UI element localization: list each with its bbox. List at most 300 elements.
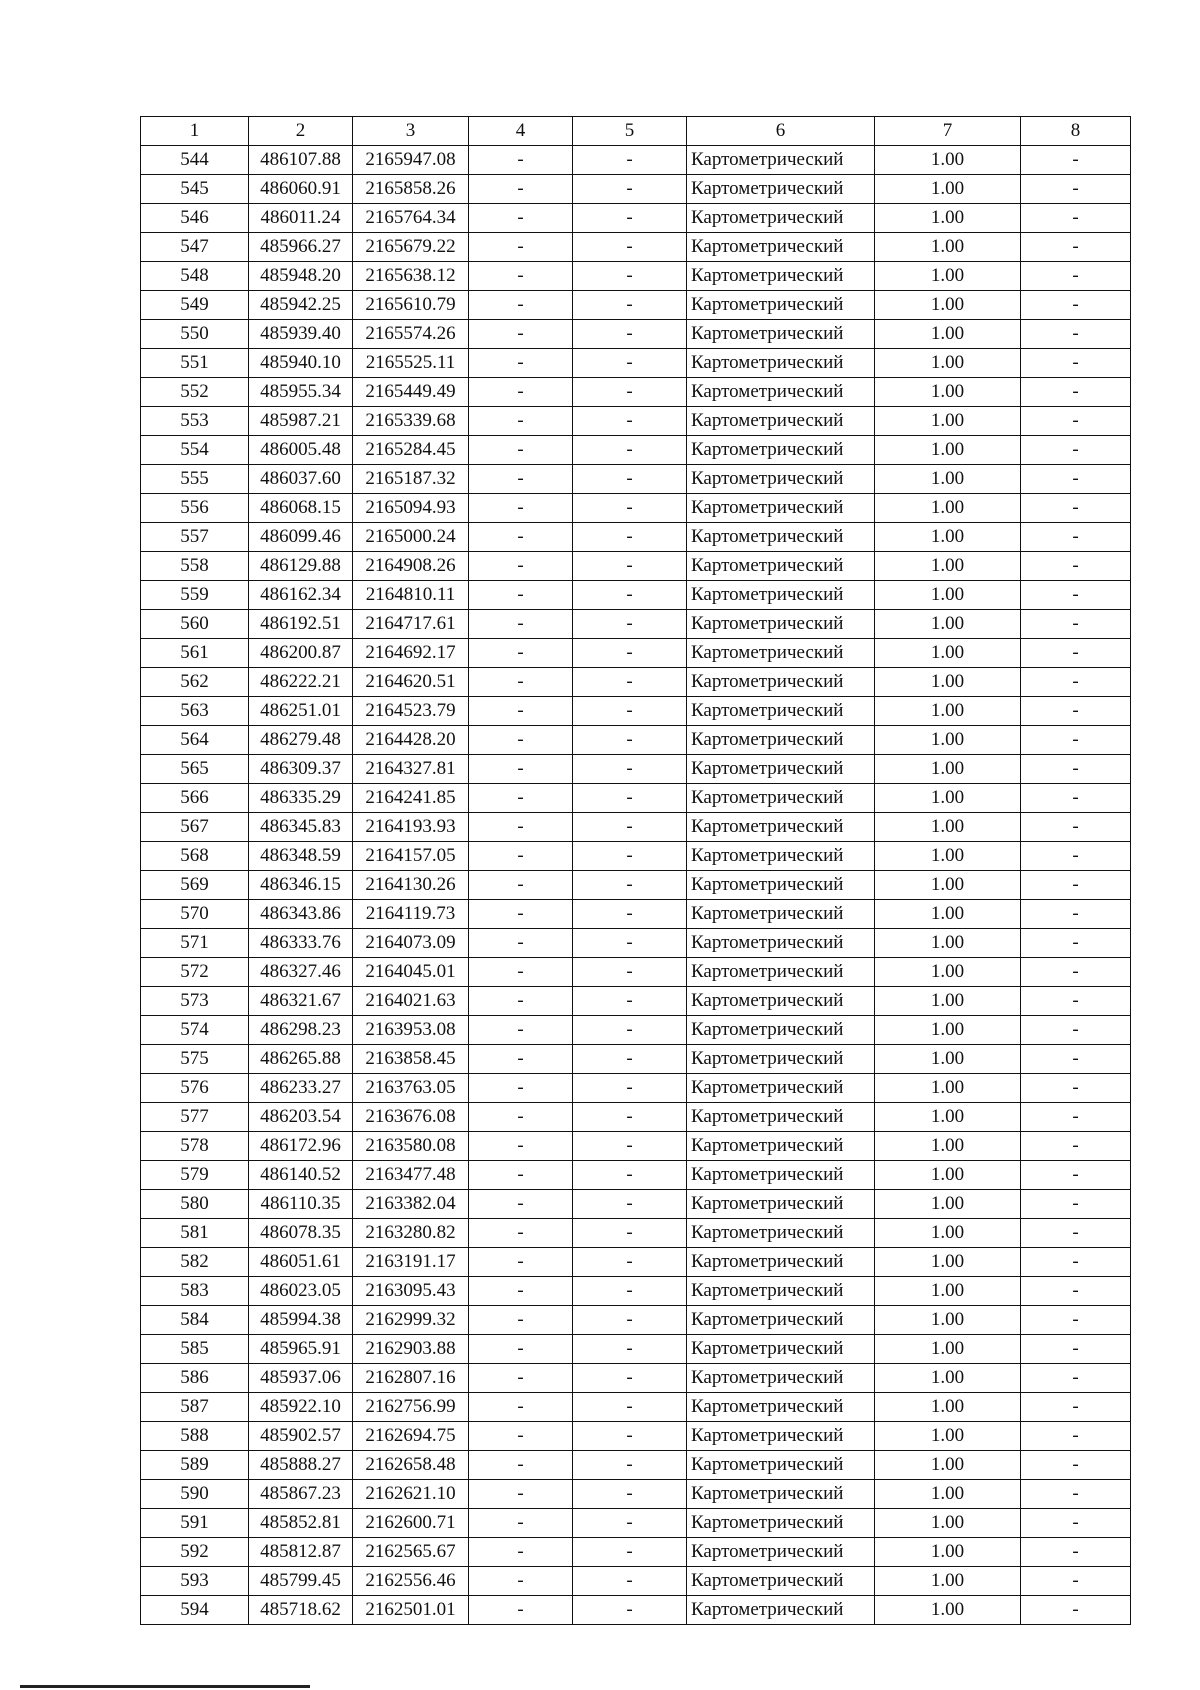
col-4-value-cell: - (469, 1161, 573, 1190)
col-4-value-cell: - (469, 378, 573, 407)
method-cell: Картометрический (687, 581, 875, 610)
point-number-cell: 544 (141, 146, 249, 175)
x-coordinate-cell: 486200.87 (249, 639, 353, 668)
method-cell: Картометрический (687, 1219, 875, 1248)
method-cell: Картометрический (687, 1074, 875, 1103)
accuracy-cell: 1.00 (875, 1074, 1021, 1103)
point-number-cell: 559 (141, 581, 249, 610)
y-coordinate-cell: 2162565.67 (353, 1538, 469, 1567)
table-row (141, 581, 1131, 610)
point-number-cell: 547 (141, 233, 249, 262)
y-coordinate-cell: 2165638.12 (353, 262, 469, 291)
accuracy-cell: 1.00 (875, 1335, 1021, 1364)
y-coordinate-cell: 2162807.16 (353, 1364, 469, 1393)
col-8-value-cell: - (1021, 929, 1131, 958)
y-coordinate-cell: 2164021.63 (353, 987, 469, 1016)
accuracy-cell: 1.00 (875, 494, 1021, 523)
accuracy-cell: 1.00 (875, 1045, 1021, 1074)
col-8-value-cell: - (1021, 1509, 1131, 1538)
table-row (141, 987, 1131, 1016)
y-coordinate-cell: 2163095.43 (353, 1277, 469, 1306)
table-row (141, 407, 1131, 436)
table-row (141, 1567, 1131, 1596)
y-coordinate-cell: 2163580.08 (353, 1132, 469, 1161)
x-coordinate-cell: 486321.67 (249, 987, 353, 1016)
table-row (141, 1306, 1131, 1335)
col-8-value-cell: - (1021, 1074, 1131, 1103)
method-cell: Картометрический (687, 639, 875, 668)
col-5-value-cell: - (573, 1393, 687, 1422)
y-coordinate-cell: 2163763.05 (353, 1074, 469, 1103)
accuracy-cell: 1.00 (875, 1132, 1021, 1161)
col-5-value-cell: - (573, 1451, 687, 1480)
header-cell: 5 (573, 117, 687, 146)
col-4-value-cell: - (469, 262, 573, 291)
x-coordinate-cell: 485718.62 (249, 1596, 353, 1625)
col-4-value-cell: - (469, 1451, 573, 1480)
col-4-value-cell: - (469, 1219, 573, 1248)
method-cell: Картометрический (687, 610, 875, 639)
table-row (141, 1393, 1131, 1422)
col-5-value-cell: - (573, 1277, 687, 1306)
method-cell: Картометрический (687, 465, 875, 494)
accuracy-cell: 1.00 (875, 900, 1021, 929)
y-coordinate-cell: 2165339.68 (353, 407, 469, 436)
x-coordinate-cell: 486203.54 (249, 1103, 353, 1132)
table-row (141, 175, 1131, 204)
col-5-value-cell: - (573, 1364, 687, 1393)
col-5-value-cell: - (573, 813, 687, 842)
x-coordinate-cell: 485987.21 (249, 407, 353, 436)
table-row (141, 1016, 1131, 1045)
col-5-value-cell: - (573, 407, 687, 436)
col-4-value-cell: - (469, 175, 573, 204)
table-row (141, 1451, 1131, 1480)
accuracy-cell: 1.00 (875, 1393, 1021, 1422)
col-8-value-cell: - (1021, 813, 1131, 842)
col-8-value-cell: - (1021, 1277, 1131, 1306)
table-row (141, 1190, 1131, 1219)
col-4-value-cell: - (469, 1306, 573, 1335)
table-row (141, 1277, 1131, 1306)
point-number-cell: 568 (141, 842, 249, 871)
point-number-cell: 546 (141, 204, 249, 233)
table-row (141, 1132, 1131, 1161)
col-8-value-cell: - (1021, 610, 1131, 639)
header-cell: 7 (875, 117, 1021, 146)
x-coordinate-cell: 486107.88 (249, 146, 353, 175)
method-cell: Картометрический (687, 1596, 875, 1625)
table-row (141, 1480, 1131, 1509)
col-5-value-cell: - (573, 755, 687, 784)
table-row (141, 871, 1131, 900)
table-row (141, 784, 1131, 813)
col-4-value-cell: - (469, 610, 573, 639)
x-coordinate-cell: 486162.34 (249, 581, 353, 610)
method-cell: Картометрический (687, 552, 875, 581)
accuracy-cell: 1.00 (875, 813, 1021, 842)
col-5-value-cell: - (573, 1480, 687, 1509)
col-4-value-cell: - (469, 1538, 573, 1567)
col-8-value-cell: - (1021, 175, 1131, 204)
col-4-value-cell: - (469, 842, 573, 871)
method-cell: Картометрический (687, 987, 875, 1016)
x-coordinate-cell: 486051.61 (249, 1248, 353, 1277)
point-number-cell: 572 (141, 958, 249, 987)
x-coordinate-cell: 486078.35 (249, 1219, 353, 1248)
method-cell: Картометрический (687, 1016, 875, 1045)
header-cell: 1 (141, 117, 249, 146)
method-cell: Картометрический (687, 175, 875, 204)
method-cell: Картометрический (687, 1480, 875, 1509)
y-coordinate-cell: 2164717.61 (353, 610, 469, 639)
method-cell: Картометрический (687, 1103, 875, 1132)
table-row (141, 929, 1131, 958)
y-coordinate-cell: 2162556.46 (353, 1567, 469, 1596)
y-coordinate-cell: 2165187.32 (353, 465, 469, 494)
point-number-cell: 565 (141, 755, 249, 784)
method-cell: Картометрический (687, 813, 875, 842)
table-row (141, 523, 1131, 552)
accuracy-cell: 1.00 (875, 1422, 1021, 1451)
col-8-value-cell: - (1021, 1103, 1131, 1132)
table-body (141, 146, 1131, 1625)
col-5-value-cell: - (573, 204, 687, 233)
point-number-cell: 566 (141, 784, 249, 813)
accuracy-cell: 1.00 (875, 1364, 1021, 1393)
col-8-value-cell: - (1021, 1596, 1131, 1625)
x-coordinate-cell: 486345.83 (249, 813, 353, 842)
col-4-value-cell: - (469, 784, 573, 813)
x-coordinate-cell: 485812.87 (249, 1538, 353, 1567)
table-row (141, 552, 1131, 581)
point-number-cell: 571 (141, 929, 249, 958)
point-number-cell: 555 (141, 465, 249, 494)
col-4-value-cell: - (469, 1277, 573, 1306)
point-number-cell: 573 (141, 987, 249, 1016)
col-4-value-cell: - (469, 1132, 573, 1161)
accuracy-cell: 1.00 (875, 1103, 1021, 1132)
y-coordinate-cell: 2164193.93 (353, 813, 469, 842)
point-number-cell: 583 (141, 1277, 249, 1306)
accuracy-cell: 1.00 (875, 1567, 1021, 1596)
col-4-value-cell: - (469, 639, 573, 668)
col-5-value-cell: - (573, 1335, 687, 1364)
y-coordinate-cell: 2162999.32 (353, 1306, 469, 1335)
col-4-value-cell: - (469, 1335, 573, 1364)
table-row (141, 1161, 1131, 1190)
col-8-value-cell: - (1021, 1538, 1131, 1567)
method-cell: Картометрический (687, 900, 875, 929)
col-8-value-cell: - (1021, 871, 1131, 900)
col-8-value-cell: - (1021, 1248, 1131, 1277)
accuracy-cell: 1.00 (875, 929, 1021, 958)
accuracy-cell: 1.00 (875, 146, 1021, 175)
col-5-value-cell: - (573, 494, 687, 523)
accuracy-cell: 1.00 (875, 1219, 1021, 1248)
col-5-value-cell: - (573, 465, 687, 494)
col-4-value-cell: - (469, 813, 573, 842)
col-5-value-cell: - (573, 291, 687, 320)
accuracy-cell: 1.00 (875, 1538, 1021, 1567)
x-coordinate-cell: 485965.91 (249, 1335, 353, 1364)
point-number-cell: 549 (141, 291, 249, 320)
col-5-value-cell: - (573, 1132, 687, 1161)
method-cell: Картометрический (687, 407, 875, 436)
table-row (141, 958, 1131, 987)
table-row (141, 610, 1131, 639)
point-number-cell: 557 (141, 523, 249, 552)
col-5-value-cell: - (573, 871, 687, 900)
col-5-value-cell: - (573, 262, 687, 291)
x-coordinate-cell: 485994.38 (249, 1306, 353, 1335)
point-number-cell: 556 (141, 494, 249, 523)
point-number-cell: 590 (141, 1480, 249, 1509)
col-5-value-cell: - (573, 1074, 687, 1103)
col-5-value-cell: - (573, 610, 687, 639)
y-coordinate-cell: 2163382.04 (353, 1190, 469, 1219)
point-number-cell: 545 (141, 175, 249, 204)
table-row (141, 1364, 1131, 1393)
x-coordinate-cell: 486011.24 (249, 204, 353, 233)
table-row (141, 842, 1131, 871)
col-8-value-cell: - (1021, 1161, 1131, 1190)
table-row (141, 320, 1131, 349)
y-coordinate-cell: 2164157.05 (353, 842, 469, 871)
x-coordinate-cell: 486060.91 (249, 175, 353, 204)
col-8-value-cell: - (1021, 581, 1131, 610)
y-coordinate-cell: 2163953.08 (353, 1016, 469, 1045)
point-number-cell: 560 (141, 610, 249, 639)
y-coordinate-cell: 2164241.85 (353, 784, 469, 813)
accuracy-cell: 1.00 (875, 407, 1021, 436)
col-5-value-cell: - (573, 1219, 687, 1248)
col-5-value-cell: - (573, 900, 687, 929)
x-coordinate-cell: 486309.37 (249, 755, 353, 784)
y-coordinate-cell: 2164428.20 (353, 726, 469, 755)
col-4-value-cell: - (469, 465, 573, 494)
x-coordinate-cell: 485939.40 (249, 320, 353, 349)
col-5-value-cell: - (573, 581, 687, 610)
footer-rule (20, 1685, 310, 1688)
x-coordinate-cell: 486172.96 (249, 1132, 353, 1161)
point-number-cell: 550 (141, 320, 249, 349)
accuracy-cell: 1.00 (875, 668, 1021, 697)
method-cell: Картометрический (687, 233, 875, 262)
method-cell: Картометрический (687, 1161, 875, 1190)
accuracy-cell: 1.00 (875, 697, 1021, 726)
col-4-value-cell: - (469, 726, 573, 755)
col-4-value-cell: - (469, 1103, 573, 1132)
col-5-value-cell: - (573, 726, 687, 755)
point-number-cell: 584 (141, 1306, 249, 1335)
method-cell: Картометрический (687, 842, 875, 871)
col-4-value-cell: - (469, 1248, 573, 1277)
col-5-value-cell: - (573, 436, 687, 465)
point-number-cell: 548 (141, 262, 249, 291)
method-cell: Картометрический (687, 1422, 875, 1451)
header-cell: 2 (249, 117, 353, 146)
accuracy-cell: 1.00 (875, 349, 1021, 378)
method-cell: Картометрический (687, 523, 875, 552)
accuracy-cell: 1.00 (875, 465, 1021, 494)
x-coordinate-cell: 486023.05 (249, 1277, 353, 1306)
col-5-value-cell: - (573, 1161, 687, 1190)
accuracy-cell: 1.00 (875, 262, 1021, 291)
accuracy-cell: 1.00 (875, 842, 1021, 871)
y-coordinate-cell: 2164908.26 (353, 552, 469, 581)
col-8-value-cell: - (1021, 1480, 1131, 1509)
y-coordinate-cell: 2164620.51 (353, 668, 469, 697)
col-4-value-cell: - (469, 1596, 573, 1625)
col-5-value-cell: - (573, 1509, 687, 1538)
accuracy-cell: 1.00 (875, 436, 1021, 465)
x-coordinate-cell: 485942.25 (249, 291, 353, 320)
accuracy-cell: 1.00 (875, 639, 1021, 668)
accuracy-cell: 1.00 (875, 1161, 1021, 1190)
col-5-value-cell: - (573, 697, 687, 726)
accuracy-cell: 1.00 (875, 871, 1021, 900)
col-8-value-cell: - (1021, 349, 1131, 378)
table-row (141, 291, 1131, 320)
header-cell: 8 (1021, 117, 1131, 146)
y-coordinate-cell: 2164327.81 (353, 755, 469, 784)
col-4-value-cell: - (469, 1045, 573, 1074)
col-4-value-cell: - (469, 1480, 573, 1509)
method-cell: Картометрический (687, 262, 875, 291)
col-8-value-cell: - (1021, 1190, 1131, 1219)
col-8-value-cell: - (1021, 552, 1131, 581)
method-cell: Картометрический (687, 436, 875, 465)
point-number-cell: 575 (141, 1045, 249, 1074)
col-5-value-cell: - (573, 1248, 687, 1277)
accuracy-cell: 1.00 (875, 784, 1021, 813)
point-number-cell: 591 (141, 1509, 249, 1538)
method-cell: Картометрический (687, 320, 875, 349)
col-8-value-cell: - (1021, 1306, 1131, 1335)
point-number-cell: 589 (141, 1451, 249, 1480)
x-coordinate-cell: 485937.06 (249, 1364, 353, 1393)
col-5-value-cell: - (573, 552, 687, 581)
header-cell: 3 (353, 117, 469, 146)
col-4-value-cell: - (469, 349, 573, 378)
col-4-value-cell: - (469, 407, 573, 436)
method-cell: Картометрический (687, 494, 875, 523)
col-8-value-cell: - (1021, 407, 1131, 436)
point-number-cell: 558 (141, 552, 249, 581)
x-coordinate-cell: 485799.45 (249, 1567, 353, 1596)
col-8-value-cell: - (1021, 842, 1131, 871)
method-cell: Картометрический (687, 697, 875, 726)
x-coordinate-cell: 486327.46 (249, 958, 353, 987)
y-coordinate-cell: 2164045.01 (353, 958, 469, 987)
col-4-value-cell: - (469, 1509, 573, 1538)
col-5-value-cell: - (573, 668, 687, 697)
col-4-value-cell: - (469, 929, 573, 958)
accuracy-cell: 1.00 (875, 1509, 1021, 1538)
col-8-value-cell: - (1021, 1364, 1131, 1393)
col-4-value-cell: - (469, 581, 573, 610)
point-number-cell: 579 (141, 1161, 249, 1190)
point-number-cell: 570 (141, 900, 249, 929)
table-row (141, 726, 1131, 755)
col-5-value-cell: - (573, 378, 687, 407)
y-coordinate-cell: 2165094.93 (353, 494, 469, 523)
col-5-value-cell: - (573, 639, 687, 668)
y-coordinate-cell: 2162903.88 (353, 1335, 469, 1364)
col-5-value-cell: - (573, 349, 687, 378)
col-4-value-cell: - (469, 320, 573, 349)
accuracy-cell: 1.00 (875, 233, 1021, 262)
x-coordinate-cell: 485852.81 (249, 1509, 353, 1538)
table-row (141, 900, 1131, 929)
col-4-value-cell: - (469, 871, 573, 900)
y-coordinate-cell: 2164810.11 (353, 581, 469, 610)
x-coordinate-cell: 486140.52 (249, 1161, 353, 1190)
table-row (141, 1219, 1131, 1248)
col-4-value-cell: - (469, 523, 573, 552)
table-row (141, 1335, 1131, 1364)
x-coordinate-cell: 485940.10 (249, 349, 353, 378)
header-cell: 6 (687, 117, 875, 146)
table-row (141, 1538, 1131, 1567)
point-number-cell: 567 (141, 813, 249, 842)
x-coordinate-cell: 485948.20 (249, 262, 353, 291)
accuracy-cell: 1.00 (875, 581, 1021, 610)
point-number-cell: 586 (141, 1364, 249, 1393)
col-8-value-cell: - (1021, 1219, 1131, 1248)
method-cell: Картометрический (687, 1509, 875, 1538)
col-8-value-cell: - (1021, 233, 1131, 262)
col-4-value-cell: - (469, 987, 573, 1016)
point-number-cell: 585 (141, 1335, 249, 1364)
coordinates-table (140, 116, 1131, 1625)
accuracy-cell: 1.00 (875, 291, 1021, 320)
col-8-value-cell: - (1021, 465, 1131, 494)
x-coordinate-cell: 486110.35 (249, 1190, 353, 1219)
method-cell: Картометрический (687, 1306, 875, 1335)
table-row (141, 1103, 1131, 1132)
col-8-value-cell: - (1021, 436, 1131, 465)
col-4-value-cell: - (469, 755, 573, 784)
accuracy-cell: 1.00 (875, 204, 1021, 233)
point-number-cell: 563 (141, 697, 249, 726)
method-cell: Картометрический (687, 871, 875, 900)
method-cell: Картометрический (687, 929, 875, 958)
col-8-value-cell: - (1021, 523, 1131, 552)
y-coordinate-cell: 2165947.08 (353, 146, 469, 175)
x-coordinate-cell: 486005.48 (249, 436, 353, 465)
col-5-value-cell: - (573, 929, 687, 958)
x-coordinate-cell: 486335.29 (249, 784, 353, 813)
accuracy-cell: 1.00 (875, 610, 1021, 639)
col-4-value-cell: - (469, 668, 573, 697)
point-number-cell: 582 (141, 1248, 249, 1277)
y-coordinate-cell: 2162658.48 (353, 1451, 469, 1480)
y-coordinate-cell: 2162600.71 (353, 1509, 469, 1538)
col-8-value-cell: - (1021, 668, 1131, 697)
x-coordinate-cell: 486037.60 (249, 465, 353, 494)
method-cell: Картометрический (687, 291, 875, 320)
col-5-value-cell: - (573, 1422, 687, 1451)
table-row (141, 349, 1131, 378)
table-row (141, 813, 1131, 842)
col-8-value-cell: - (1021, 1335, 1131, 1364)
accuracy-cell: 1.00 (875, 1190, 1021, 1219)
point-number-cell: 577 (141, 1103, 249, 1132)
col-5-value-cell: - (573, 1045, 687, 1074)
col-4-value-cell: - (469, 552, 573, 581)
